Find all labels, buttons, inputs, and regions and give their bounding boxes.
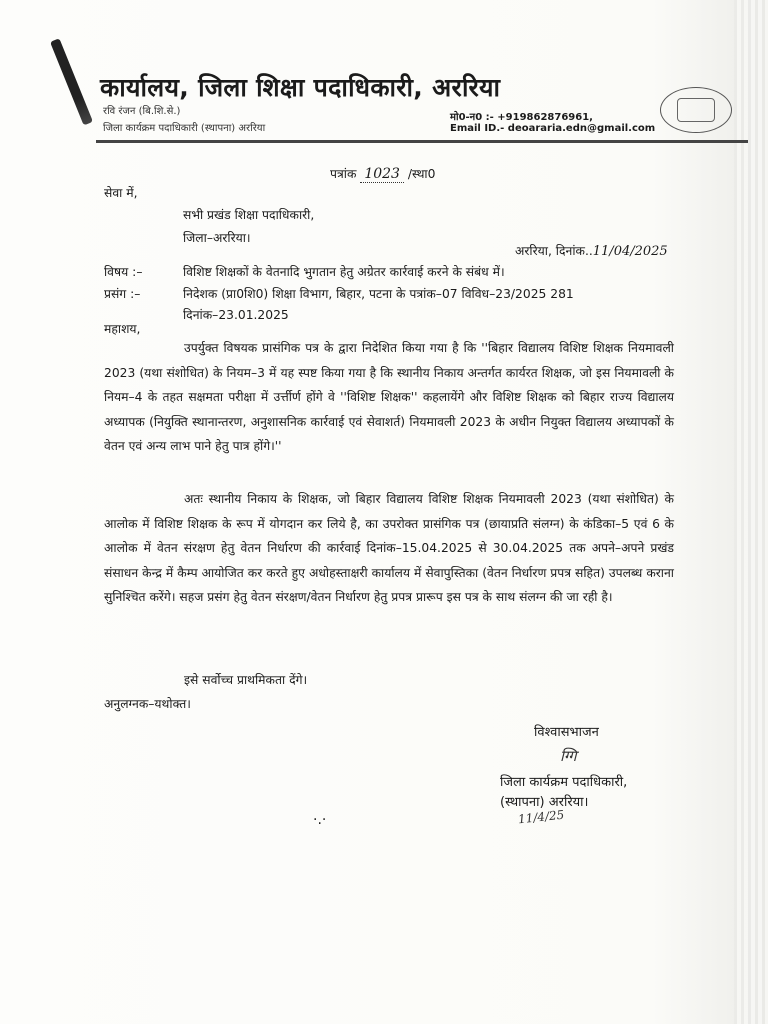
- letter-date: 11/04/2025: [592, 244, 668, 259]
- paragraph-3: इसे सर्वोच्च प्राथमिकता देंगे।: [184, 673, 308, 687]
- signature-designation: जिला कार्यक्रम पदाधिकारी,: [500, 775, 628, 790]
- stacked-page-edge: [734, 0, 768, 1024]
- paragraph-2: अतः स्थानीय निकाय के शिक्षक, जो बिहार विद्यालय विशिष्ट शिक्षक नियमावली 2023 (यथा संशोधित) के आलोक में विशिष्ट शिक्षक के रूप में योगदान कर लिये है, का उपरोक्त प्रासंगिक पत्र (छायाप्रति संलग्न) के कंडिका–5 एवं 6 के आलोक में वेतन संरक्षण हेतु वेतन निर्धारण की कार्रवाई दिनांक–15.04.2025 से 30.04.2025 तक अपने–अपने प्रखंड संसाधन केन्द्र में कैम्प आयोजित कर करते हुए अधोहस्ताक्षरी कार्यालय में सेवापुस्तिका (वेतन निर्धारण प्रपत्र सहित) उपलब्ध कराना सुनिश्चित करेंगे। सहज प्रसंग हेतु वेतन संरक्षण/वेतन निर्धारण हेतु प्रपत्र प्रारूप इस पत्र के साथ संलग्न की जा रही है।: [104, 492, 674, 604]
- addressee-line2: जिला–अररिया।: [183, 231, 251, 245]
- context-line1: निदेशक (प्रा0शि0) शिक्षा विभाग, बिहार, पटना के पत्रांक–07 विविध–23/2025 281: [183, 287, 574, 301]
- date-prefix: अररिया, दिनांक..: [515, 244, 593, 258]
- date-line: [515, 242, 668, 259]
- reference-label: पत्रांक: [330, 167, 357, 181]
- greeting: महाशय,: [104, 322, 141, 336]
- to-salutation: सेवा में,: [104, 186, 138, 200]
- signature-office: (स्थापना) अररिया।: [500, 795, 589, 810]
- signature-initials: 11/4/25: [517, 807, 565, 827]
- reference-line: [330, 165, 435, 182]
- enclosure-note: अनुलग्नक–यथोक्त।: [104, 697, 191, 711]
- seal-emblem: [677, 98, 715, 122]
- scan-speck: ·.·: [313, 812, 327, 828]
- reference-number: 1023: [360, 166, 404, 183]
- signature-closing: विश्वासभाजन: [534, 725, 599, 740]
- email-address: Email ID.- deoararia.edn@gmail.com: [450, 123, 656, 134]
- header-divider: [96, 140, 748, 143]
- subject-label: विषय :–: [104, 265, 143, 279]
- signature-scrawl: ग्गि: [560, 747, 577, 765]
- reference-suffix: /स्था0: [407, 167, 436, 181]
- context-label: प्रसंग :–: [104, 287, 141, 301]
- paragraph-1: उपर्युक्त विषयक प्रासंगिक पत्र के द्वारा निदेशित किया गया है कि ''बिहार विद्यालय विशिष्ट शिक्षक नियमावली 2023 (यथा संशोधित) के नियम–3 में यह स्पष्ट किया गया है कि स्थानीय निकाय अन्तर्गत कार्यरत शिक्षक, जो इस नियमावली के नियम–4 के तहत सक्षमता परीक्षा में उर्त्तीर्ण होंगे वे ''विशिष्ट शिक्षक'' कहलायेंगे और विशिष्ट शिक्षक को बिहार राज्य विद्यालय अध्यापक (नियुक्ति स्थानान्तरण, अनुशासनिक कार्रवाई एवं सेवाशर्त) नियमावली 2023 के अधीन नियुक्त विद्यालय अध्यापकों के वेतन एवं अन्य लाभ पाने हेतु पात्र होंगे।'': [104, 341, 674, 453]
- letterhead-title: कार्यालय, जिला शिक्षा पदाधिकारी, अररिया: [100, 73, 501, 102]
- addressee-line1: सभी प्रखंड शिक्षा पदाधिकारी,: [183, 208, 315, 222]
- context-line2: दिनांक–23.01.2025: [183, 308, 289, 322]
- mobile-number: मो0-न0 :- +919862876961,: [450, 112, 593, 123]
- pen-icon: [50, 38, 93, 125]
- officer-name: रवि रंजन (बि.शि.से.): [103, 106, 181, 117]
- subject-text: विशिष्ट शिक्षकों के वेतनादि भुगतान हेतु अग्रेतर कार्रवाई करने के संबंध में।: [183, 265, 505, 279]
- government-seal-icon: [660, 87, 732, 133]
- officer-designation: जिला कार्यक्रम पदाधिकारी (स्थापना) अररिया: [103, 123, 266, 134]
